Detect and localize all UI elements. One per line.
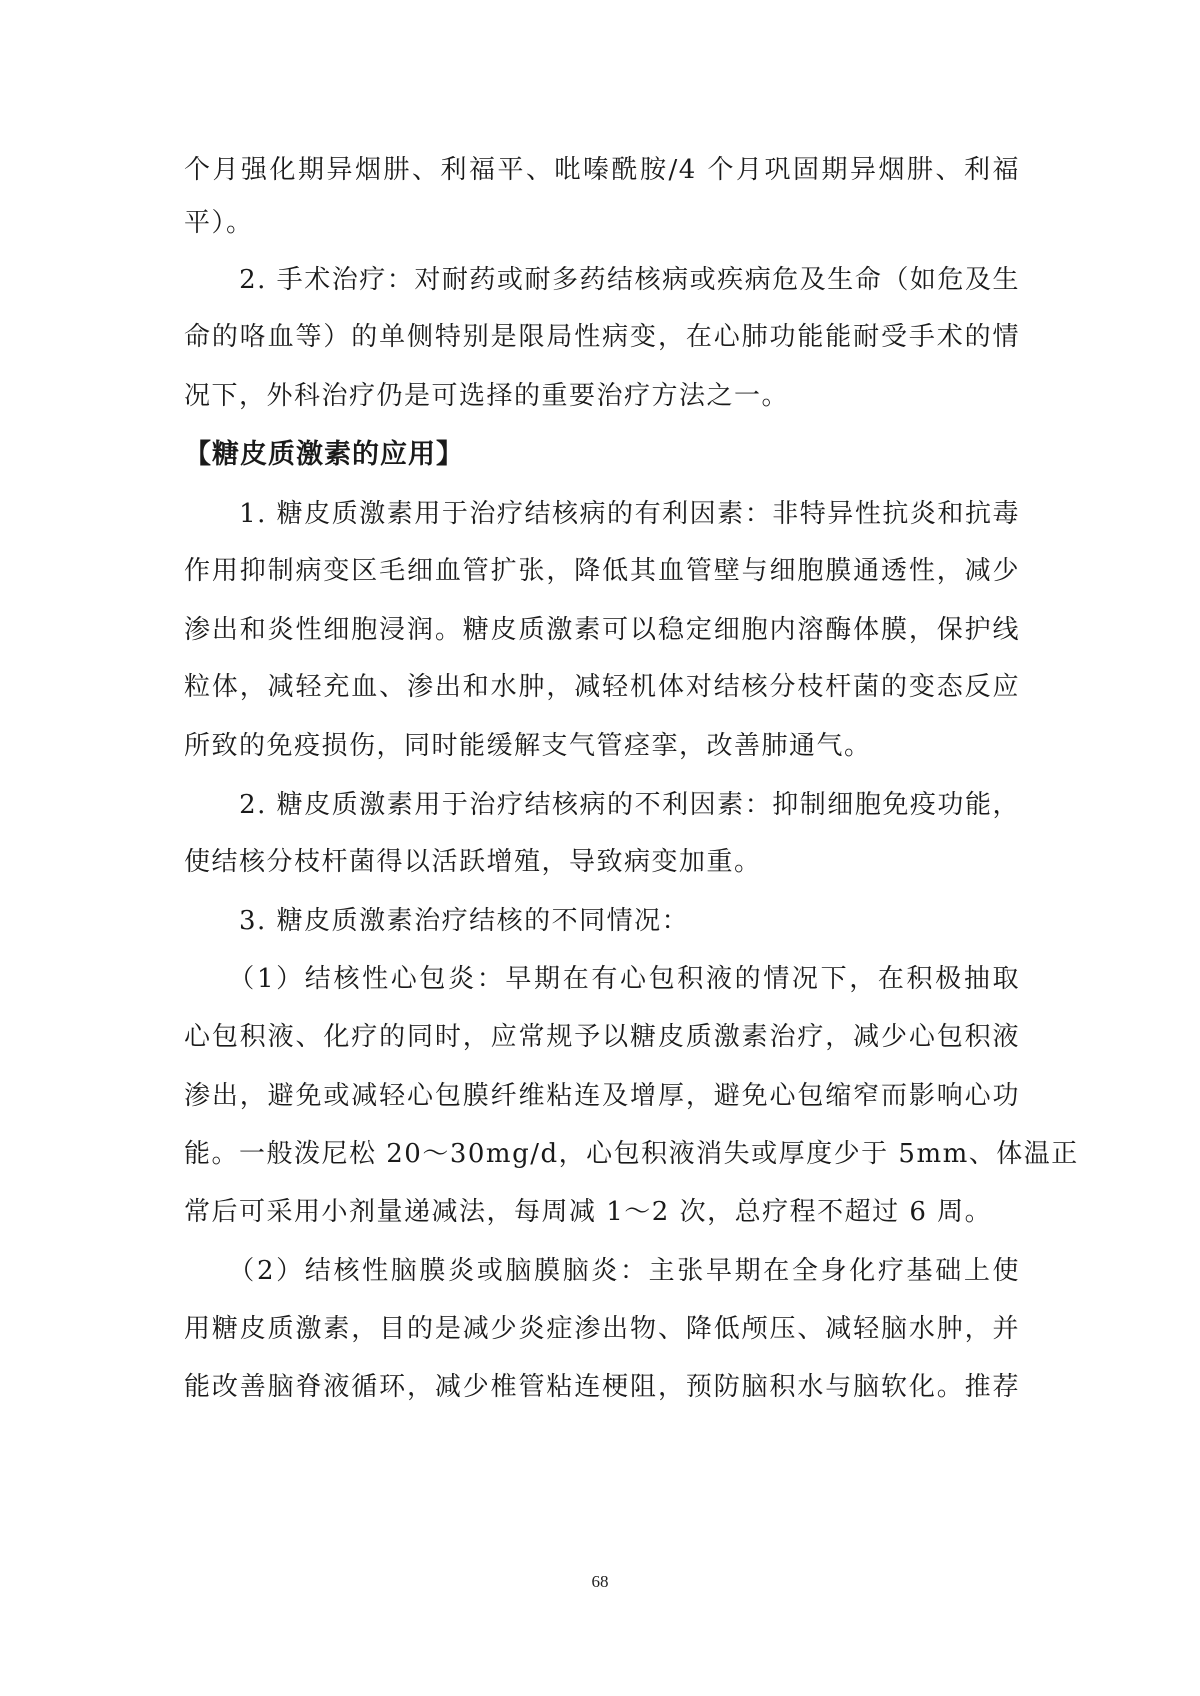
text-line: 粒体，减轻充血、渗出和水肿，减轻机体对结核分枝杆菌的变态反应 — [184, 672, 1020, 702]
text-line: 况下，外科治疗仍是可选择的重要治疗方法之一。 — [184, 381, 790, 411]
text-line: 渗出和炎性细胞浸润。糖皮质激素可以稳定细胞内溶酶体膜，保护线 — [184, 615, 1020, 645]
text-line: 使结核分枝杆菌得以活跃增殖，导致病变加重。 — [184, 847, 762, 877]
text-line: 常后可采用小剂量递减法，每周减 1～2 次，总疗程不超过 6 周。 — [184, 1197, 993, 1227]
text-line: 2. 糖皮质激素用于治疗结核病的不利因素：抑制细胞免疫功能， — [184, 790, 1020, 820]
text-line: 心包积液、化疗的同时，应常规予以糖皮质激素治疗，减少心包积液 — [184, 1022, 1020, 1052]
text-line: 作用抑制病变区毛细血管扩张，降低其血管壁与细胞膜通透性，减少 — [184, 556, 1020, 586]
text-line: 2. 手术治疗：对耐药或耐多药结核病或疾病危及生命（如危及生 — [184, 265, 1020, 295]
text-line: 3. 糖皮质激素治疗结核的不同情况： — [184, 906, 690, 936]
text-line: 用糖皮质激素，目的是减少炎症渗出物、降低颅压、减轻脑水肿，并 — [184, 1314, 1020, 1344]
text-line: 能。一般泼尼松 20～30mg/d，心包积液消失或厚度少于 5mm、体温正 — [184, 1139, 1079, 1169]
text-line: 平）。 — [184, 208, 254, 238]
section-heading: 【糖皮质激素的应用】 — [184, 439, 464, 470]
text-line: （2）结核性脑膜炎或脑膜脑炎：主张早期在全身化疗基础上使 — [184, 1256, 1020, 1286]
text-line: 所致的免疫损伤，同时能缓解支气管痉挛，改善肺通气。 — [184, 731, 872, 761]
text-line: （1）结核性心包炎：早期在有心包积液的情况下，在积极抽取 — [184, 964, 1020, 994]
text-line: 1. 糖皮质激素用于治疗结核病的有利因素：非特异性抗炎和抗毒 — [184, 499, 1020, 529]
page-number: 68 — [591, 1572, 609, 1591]
text-line: 能改善脑脊液循环，减少椎管粘连梗阻，预防脑积水与脑软化。推荐 — [184, 1372, 1020, 1402]
text-line: 命的咯血等）的单侧特别是限局性病变，在心肺功能能耐受手术的情 — [184, 322, 1020, 352]
text-line: 渗出，避免或减轻心包膜纤维粘连及增厚，避免心包缩窄而影响心功 — [184, 1081, 1020, 1111]
text-line: 个月强化期异烟肼、利福平、吡嗪酰胺/4 个月巩固期异烟肼、利福 — [184, 155, 1020, 185]
